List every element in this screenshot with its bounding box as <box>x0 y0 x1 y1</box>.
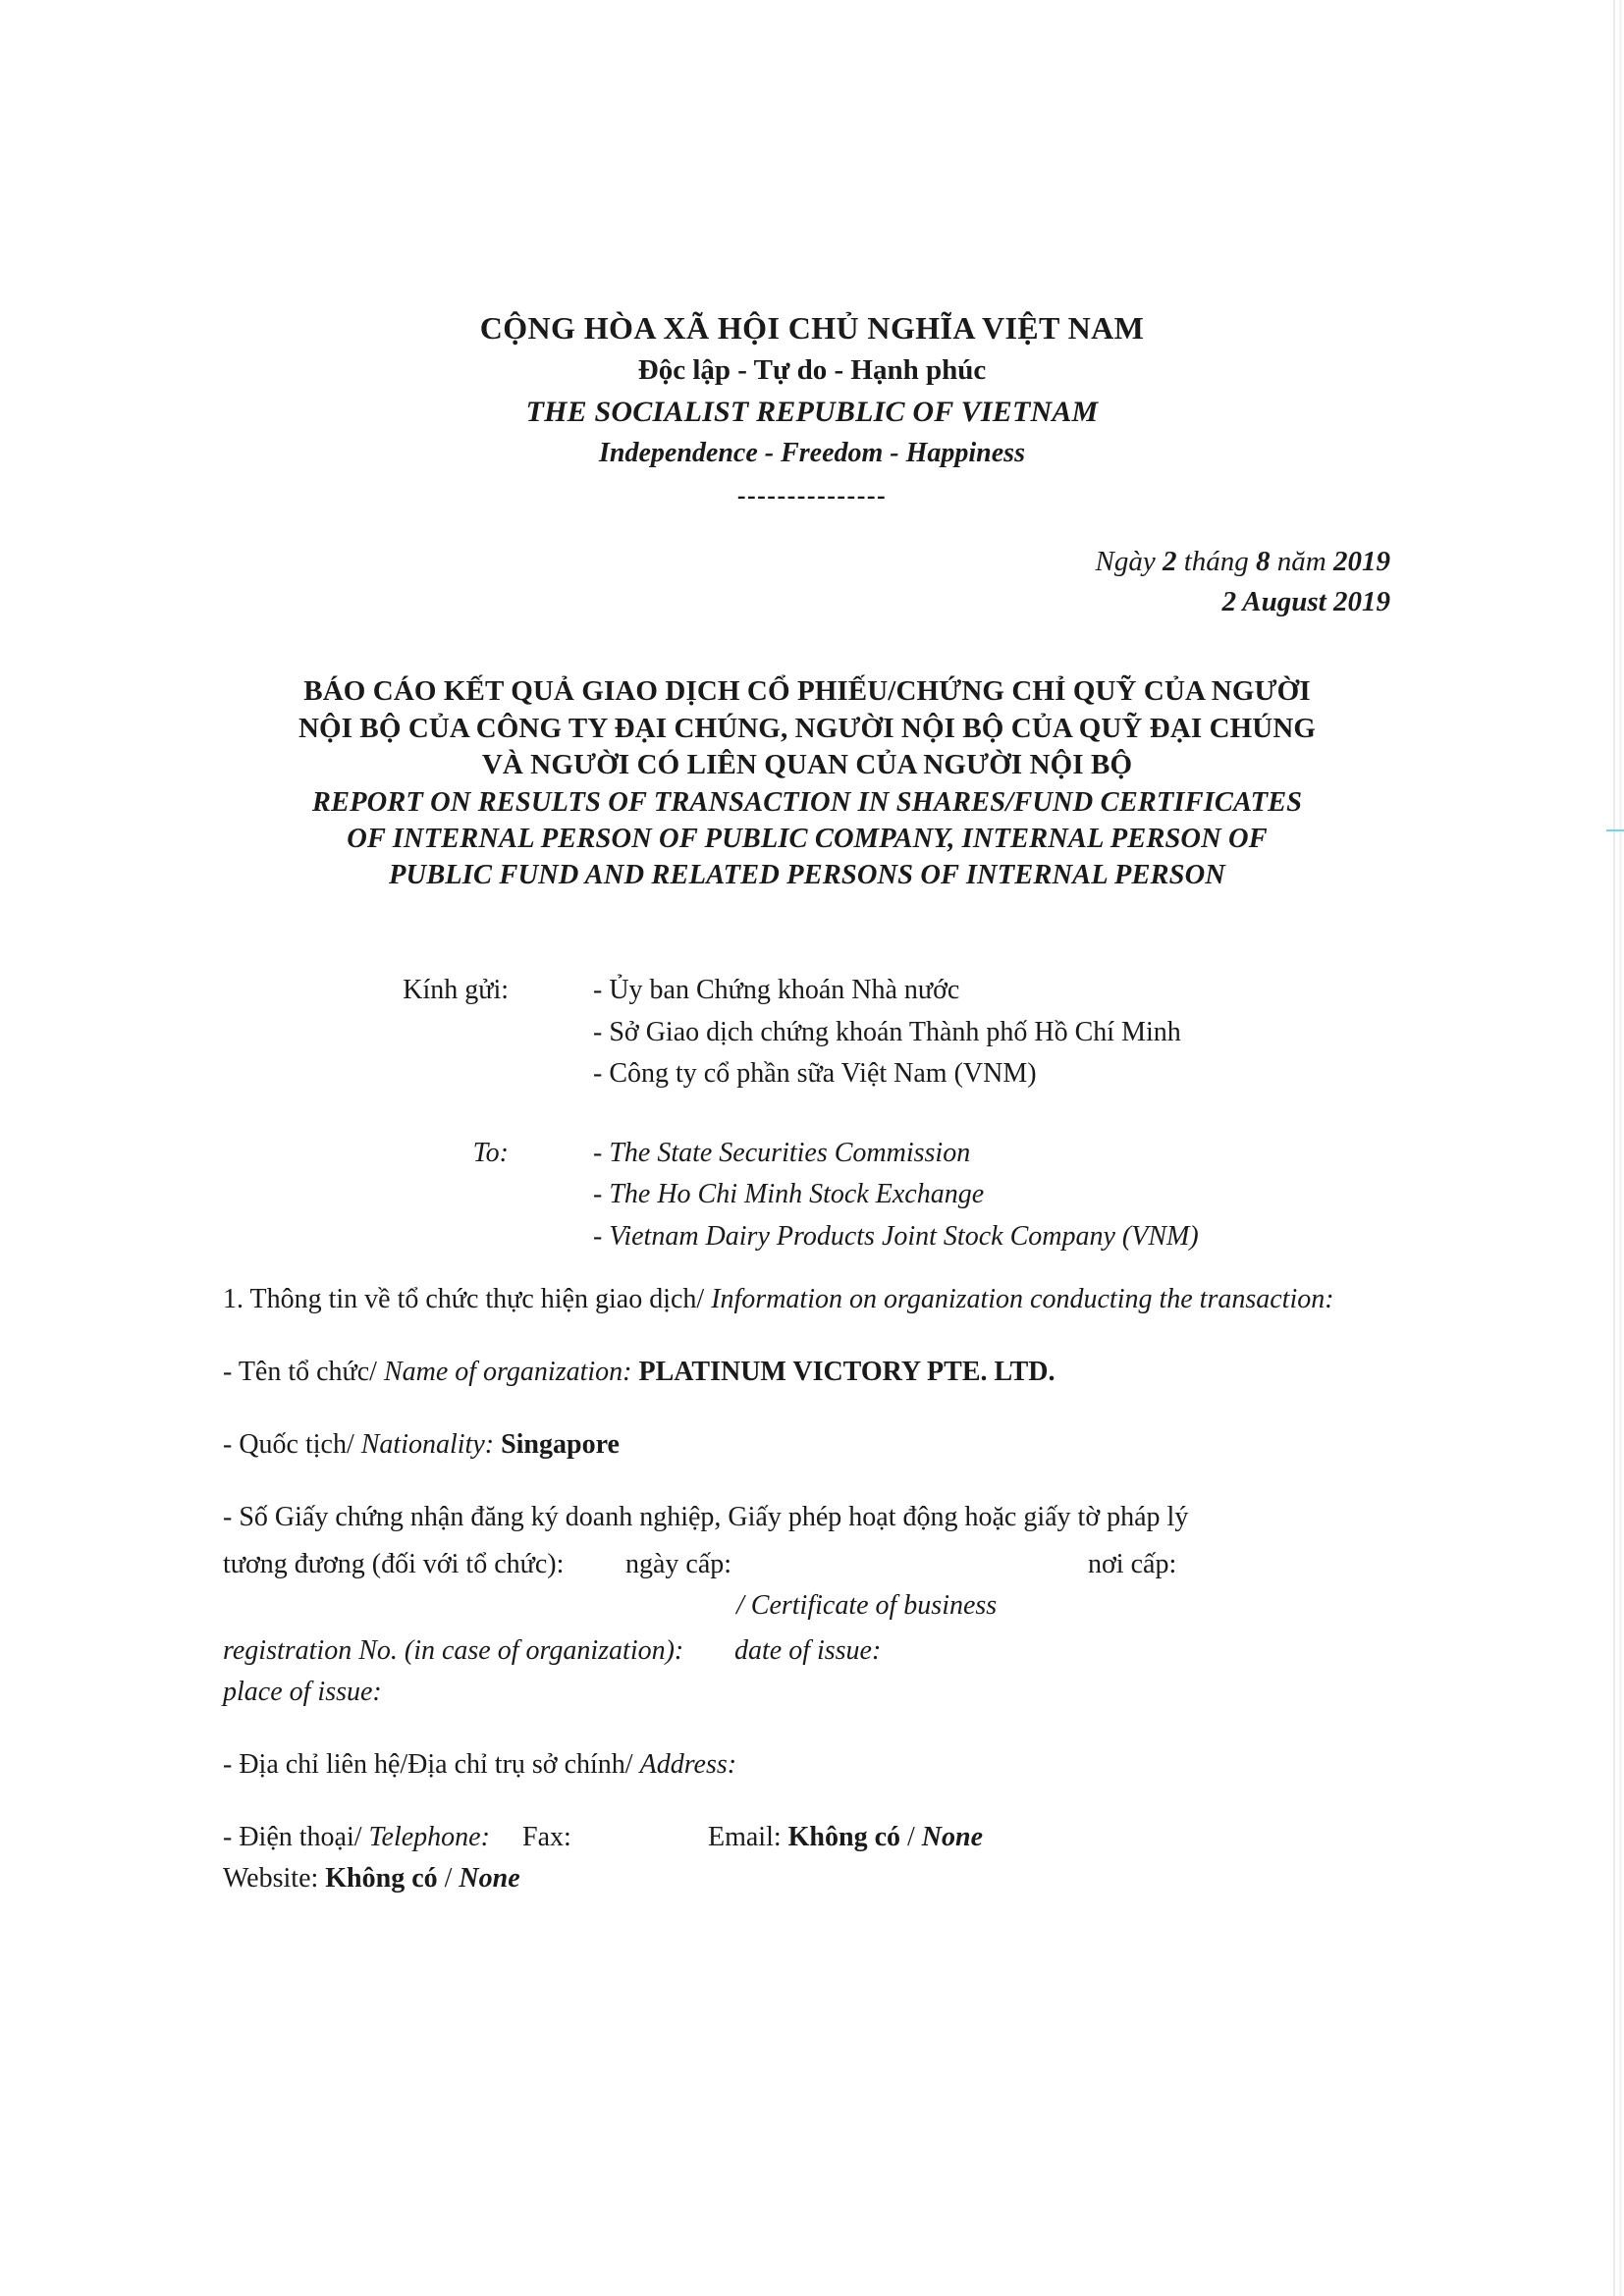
document-title <box>223 673 1391 893</box>
recipient-item: - Sở Giao dịch chứng khoán Thành phố Hồ Chí Minh <box>593 1016 1181 1047</box>
nationality-value: Singapore <box>501 1429 620 1460</box>
date-vietnamese: Ngày 2 tháng 8 năm 2019 <box>1095 546 1390 577</box>
website-value-vi: Không có <box>325 1863 438 1894</box>
date-block <box>0 542 1624 622</box>
fax-label: Fax: <box>522 1822 571 1852</box>
title-en-line-2: OF INTERNAL PERSON OF PUBLIC COMPANY, INTERNAL PERSON OF <box>347 824 1268 855</box>
recipients-vietnamese <box>223 970 1391 1095</box>
recipient-list-vi <box>520 970 1391 1095</box>
organization-label-en: Name of organization: <box>383 1357 639 1387</box>
email-field <box>708 1817 983 1858</box>
website-row <box>223 1858 1391 1899</box>
website-separator: / <box>437 1863 460 1894</box>
recipient-item: - Vietnam Dairy Products Joint Stock Company (VNM) <box>593 1220 1199 1252</box>
place-of-issue-label-vi: nơi cấp: <box>1088 1549 1177 1579</box>
date-of-issue-label-en: date of issue: <box>734 1635 882 1666</box>
section-1-heading <box>223 1279 1391 1320</box>
scan-tick-artifact <box>1606 829 1624 831</box>
telephone-label-en: Telephone: <box>368 1822 490 1852</box>
address-row <box>223 1744 1391 1786</box>
contact-block <box>223 1817 1391 1899</box>
section-1-heading-vi: 1. Thông tin về tổ chức thực hiện giao dịch/ <box>223 1284 712 1314</box>
nationality-label-en: Nationality: <box>360 1429 502 1460</box>
recipients-section <box>223 970 1391 1257</box>
section-1-body <box>223 1279 1391 1899</box>
email-separator: / <box>900 1822 922 1852</box>
website-label: Website: <box>223 1863 326 1894</box>
registration-en-line-3 <box>223 1672 1391 1713</box>
telephone-fax-email-row <box>223 1817 1391 1858</box>
nationality-row <box>223 1424 1391 1466</box>
title-en-line-3: PUBLIC FUND AND RELATED PERSONS OF INTERNAL PERSON <box>389 860 1225 891</box>
section-1-heading-en: Information on organization conducting the transaction: <box>711 1284 1334 1314</box>
national-motto-vi: Độc lập - Tự do - Hạnh phúc <box>637 354 987 386</box>
title-vi-line-3: VÀ NGƯỜI CÓ LIÊN QUAN CỦA NGƯỜI NỘI BỘ <box>481 749 1133 781</box>
business-registration-block <box>223 1497 1391 1713</box>
registration-vi-line-1: - Số Giấy chứng nhận đăng ký doanh nghiệp, Giấy phép hoạt động hoặc giấy tờ pháp lý <box>223 1502 1189 1532</box>
telephone-label-vi: - Điện thoại/ <box>223 1822 369 1852</box>
email-label: Email: <box>708 1822 788 1852</box>
country-name-vi: CỘNG HÒA XÃ HỘI CHỦ NGHĨA VIỆT NAM <box>479 310 1145 346</box>
nationality-label-vi: - Quốc tịch/ <box>223 1429 361 1460</box>
header-separator-rule: --------------- <box>736 481 888 509</box>
email-value-en: None <box>921 1822 984 1852</box>
email-value-vi: Không có <box>787 1822 901 1852</box>
recipient-item: - The State Securities Commission <box>593 1137 971 1168</box>
website-value-en: None <box>459 1863 520 1894</box>
address-label-vi: - Địa chỉ liên hệ/Địa chỉ trụ sở chính/ <box>223 1749 640 1780</box>
organization-label-vi: - Tên tổ chức/ <box>223 1357 384 1387</box>
national-motto-en: Independence - Freedom - Happiness <box>599 438 1025 468</box>
national-header <box>0 312 1624 508</box>
organization-name-row <box>223 1352 1391 1393</box>
recipients-label-vi: Kính gửi: <box>403 975 509 1005</box>
place-of-issue-label-en: place of issue: <box>223 1677 382 1707</box>
registration-no-label-en: registration No. (in case of organization): <box>223 1635 684 1666</box>
recipients-english <box>223 1133 1391 1258</box>
scan-edge-artifact-outer <box>1619 0 1622 2296</box>
registration-vi-line-2 <box>223 1544 1391 1585</box>
title-en-line-1: REPORT ON RESULTS OF TRANSACTION IN SHARES/FUND CERTIFICATES <box>311 787 1303 819</box>
recipient-list-en <box>520 1133 1391 1258</box>
country-name-en: THE SOCIALIST REPUBLIC OF VIETNAM <box>525 396 1099 428</box>
title-vi-line-1: BÁO CÁO KẾT QUẢ GIAO DỊCH CỔ PHIẾU/CHỨNG CHỈ QUỸ CỦA NGƯỜI <box>303 675 1311 707</box>
registration-en-line-2 <box>223 1630 1391 1672</box>
registration-no-label-vi: tương đương (đối với tổ chức): <box>223 1549 565 1579</box>
telephone-label <box>223 1817 490 1858</box>
scan-edge-artifact <box>1613 0 1615 2296</box>
recipient-item: - Ủy ban Chứng khoán Nhà nước <box>593 975 960 1005</box>
recipient-item: - Công ty cổ phần sữa Việt Nam (VNM) <box>593 1058 1037 1090</box>
date-of-issue-label-vi: ngày cấp: <box>625 1549 732 1579</box>
recipient-item: - The Ho Chi Minh Stock Exchange <box>593 1179 985 1210</box>
date-english: 2 August 2019 <box>1221 586 1390 618</box>
website-field <box>223 1858 520 1899</box>
title-vi-line-2: NỘI BỘ CỦA CÔNG TY ĐẠI CHÚNG, NGƯỜI NỘI BỘ CỦA QUỸ ĐẠI CHÚNG <box>298 712 1317 744</box>
recipients-label-en: To: <box>472 1137 509 1168</box>
address-label-en: Address: <box>639 1749 737 1780</box>
organization-name-value: PLATINUM VICTORY PTE. LTD. <box>638 1357 1056 1387</box>
registration-en-line-1 <box>223 1585 1391 1630</box>
certificate-of-business-label: / Certificate of business <box>736 1590 998 1621</box>
